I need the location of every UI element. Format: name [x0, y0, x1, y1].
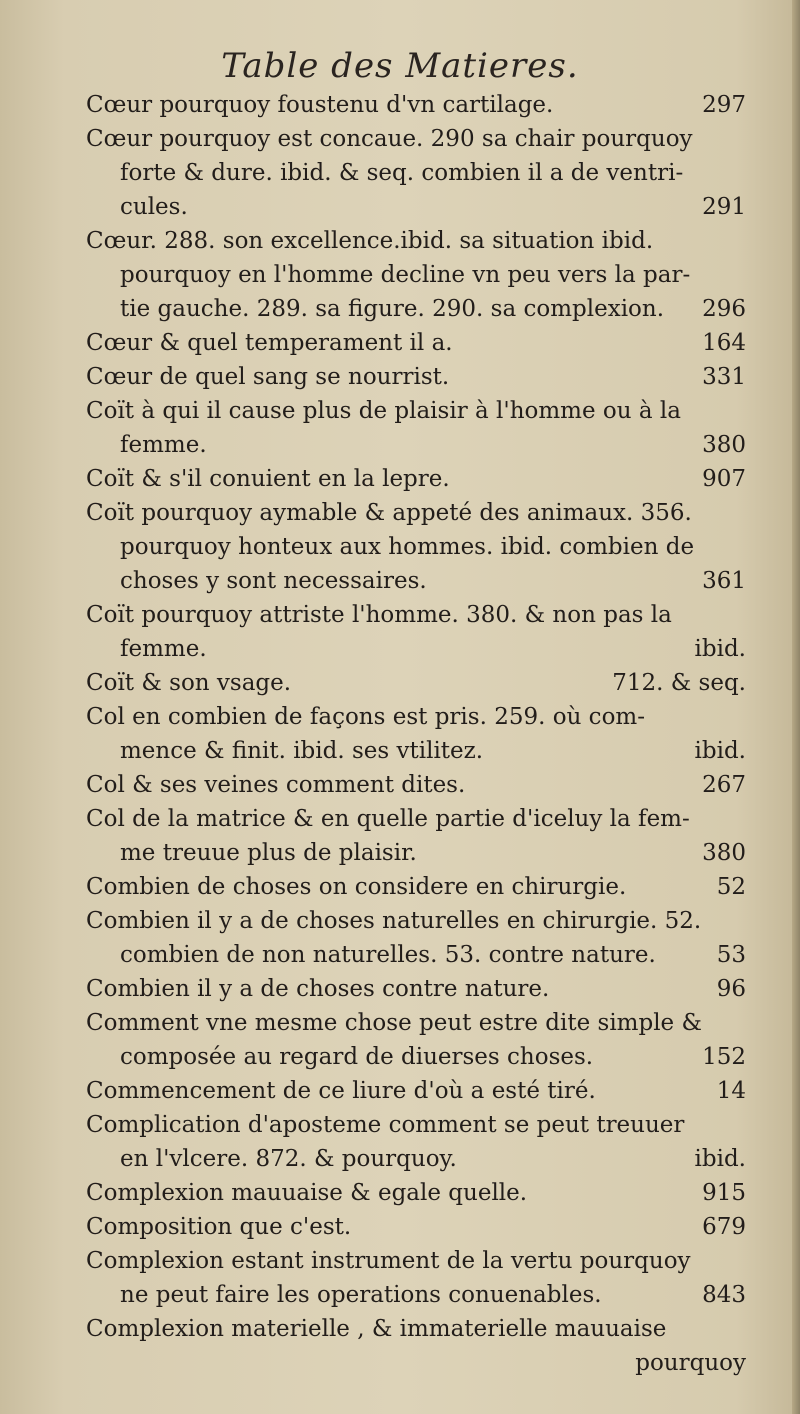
page-number: 291: [702, 194, 746, 220]
page-number: 915: [702, 1180, 746, 1206]
page-edge: [792, 0, 800, 1414]
index-line: Coït & s'il conuient en la lepre. 907: [86, 462, 746, 496]
page-number: 361: [702, 568, 746, 594]
page-number: 164: [702, 330, 746, 356]
index-line: choses y sont necessaires. 361: [86, 564, 746, 598]
page-title: Table des Matieres.: [221, 46, 579, 86]
index-line: composée au regard de diuerses choses. 152: [86, 1040, 746, 1074]
index-line: pourquoy honteux aux hommes. ibid. combien de: [120, 534, 695, 560]
index-line: Cœur pourquoy est concaue. 290 sa chair pourquoy: [86, 126, 693, 152]
page-number: 152: [702, 1044, 746, 1070]
index-line: femme. ibid.: [86, 632, 746, 666]
index-line: Col de la matrice & en quelle partie d'iceluy la fem-: [86, 806, 690, 832]
index-line: me treuue plus de plaisir. 380: [86, 836, 746, 870]
index-line: Composition que c'est. 679: [86, 1210, 746, 1244]
index-line: mence & finit. ibid. ses vtilitez. ibid.: [86, 734, 746, 768]
index-line: Complication d'aposteme comment se peut treuuer: [86, 1112, 685, 1138]
index-line: Cœur de quel sang se nourrist. 331: [86, 360, 746, 394]
page-number: 267: [702, 772, 746, 798]
index-line: Combien il y a de choses contre nature. 96: [86, 972, 746, 1006]
index-line: Col en combien de façons est pris. 259. où com-: [86, 704, 645, 730]
page-number: 380: [702, 432, 746, 458]
page-number: 331: [702, 364, 746, 390]
index-entries: [86, 88, 746, 1380]
index-line: Coït & son vsage. 712. & seq.: [86, 666, 746, 700]
index-line: Coït pourquoy aymable & appeté des animaux. 356.: [86, 500, 692, 526]
index-line: combien de non naturelles. 53. contre nature. 53: [86, 938, 746, 972]
page-number: 14: [716, 1078, 746, 1104]
page-number: 843: [702, 1282, 746, 1308]
index-line: femme. 380: [86, 428, 746, 462]
index-line: Coït à qui il cause plus de plaisir à l'homme ou à la: [86, 398, 681, 424]
page-number: 907: [702, 466, 746, 492]
index-line: Cœur pourquoy foustenu d'vn cartilage. 297: [86, 88, 746, 122]
page-number: 96: [716, 976, 746, 1002]
index-line: Cœur. 288. son excellence.ibid. sa situation ibid.: [86, 228, 654, 254]
index-line: ne peut faire les operations conuenables. 843: [86, 1278, 746, 1312]
page-number: ibid.: [694, 1146, 746, 1172]
index-line: tie gauche. 289. sa figure. 290. sa complexion. 296: [86, 292, 746, 326]
page-number: 297: [702, 92, 746, 118]
index-line: Coït pourquoy attriste l'homme. 380. & non pas la: [86, 602, 672, 628]
index-line: Col & ses veines comment dites. 267: [86, 768, 746, 802]
page-number: pourquoy: [635, 1350, 746, 1376]
index-line: Comment vne mesme chose peut estre dite simple &: [86, 1010, 702, 1036]
page-number: 679: [702, 1214, 746, 1240]
page-number: ibid.: [694, 636, 746, 662]
page-number: 53: [716, 942, 746, 968]
index-line: pourquoy en l'homme decline vn peu vers la par-: [120, 262, 691, 288]
index-line: cules. 291: [86, 190, 746, 224]
index-line: en l'vlcere. 872. & pourquoy. ibid.: [86, 1142, 746, 1176]
index-line: Commencement de ce liure d'où a esté tiré. 14: [86, 1074, 746, 1108]
index-line: Complexion estant instrument de la vertu pourquoy: [86, 1248, 691, 1274]
index-line: forte & dure. ibid. & seq. combien il a de ventri-: [120, 160, 684, 186]
index-line: Cœur & quel temperament il a. 164: [86, 326, 746, 360]
index-line: [86, 1346, 746, 1380]
index-line: Complexion mauuaise & egale quelle. 915: [86, 1176, 746, 1210]
page-number: 296: [702, 296, 746, 322]
index-line: Complexion materielle , & immaterielle mauuaise: [86, 1316, 667, 1342]
page-number: ibid.: [694, 738, 746, 764]
page-number: 712. & seq.: [612, 670, 746, 696]
page-number: 52: [716, 874, 746, 900]
page-number: 380: [702, 840, 746, 866]
index-line: Combien de choses on considere en chirurgie. 52: [86, 870, 746, 904]
index-line: Combien il y a de choses naturelles en chirurgie. 52.: [86, 908, 702, 934]
